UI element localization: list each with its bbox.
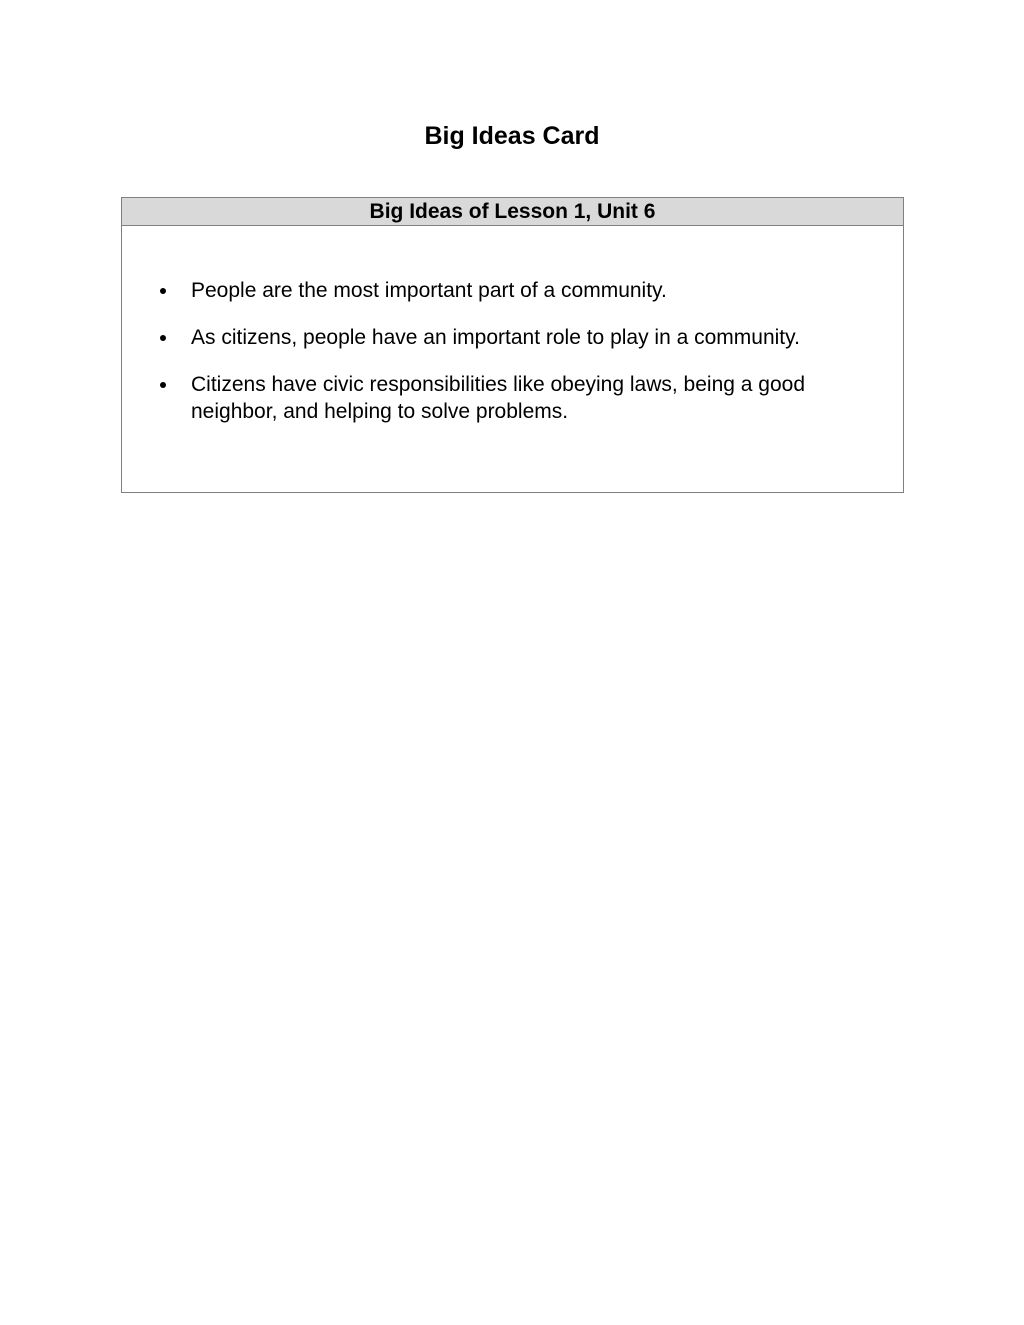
bullet-icon bbox=[160, 288, 166, 294]
card-body bbox=[122, 226, 903, 425]
big-ideas-list bbox=[122, 277, 903, 425]
list-item-text: As citizens, people have an important role to play in a community. bbox=[191, 326, 800, 349]
page-title: Big Ideas Card bbox=[424, 122, 600, 150]
big-ideas-card bbox=[121, 197, 904, 493]
card-header: Big Ideas of Lesson 1, Unit 6 bbox=[122, 198, 903, 226]
list-item-text: People are the most important part of a community. bbox=[191, 279, 667, 302]
list-item bbox=[122, 277, 903, 304]
list-item-text: Citizens have civic responsibilities like obeying laws, being a good neighbor, and helping to solve problems. bbox=[191, 373, 805, 423]
list-item bbox=[122, 371, 903, 425]
list-item bbox=[122, 324, 903, 351]
bullet-icon bbox=[160, 382, 166, 388]
bullet-icon bbox=[160, 335, 166, 341]
